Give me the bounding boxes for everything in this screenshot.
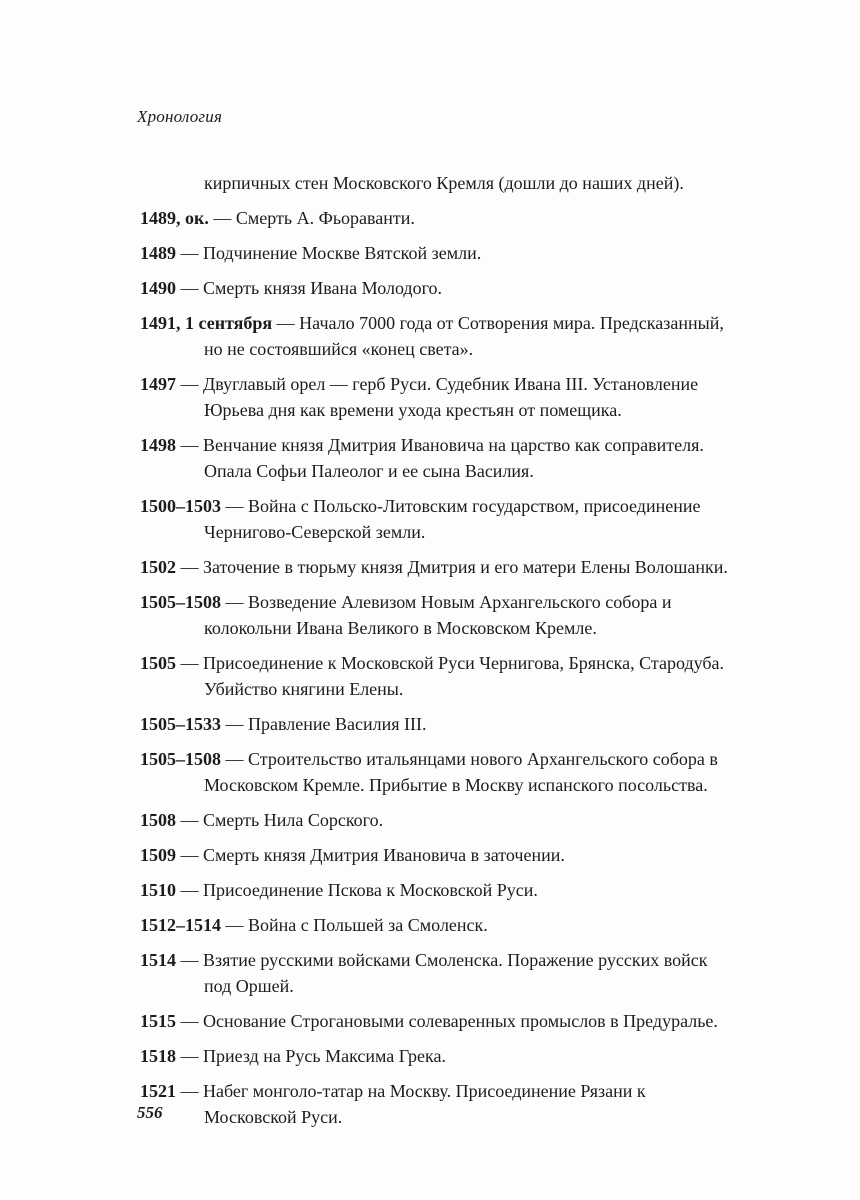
entry-text: Смерть Нила Сорского. (203, 810, 384, 830)
entry-text: Возведение Алевизом Новым Архангельского собора и колокольни Ивана Великого в Московском Кремле. (204, 592, 672, 638)
entry-year: 1489, ок. (140, 208, 209, 228)
chronology-entry (140, 493, 732, 545)
chronology-entry (140, 877, 732, 903)
entry-separator: — (176, 653, 203, 673)
entry-year: 1505 (140, 653, 176, 673)
chronology-list (140, 205, 732, 1130)
chronology-entry (140, 240, 732, 266)
entry-separator: — (176, 1081, 203, 1101)
entry-text: Набег монголо-татар на Москву. Присоединение Рязани к Московской Руси. (203, 1081, 646, 1127)
chronology-entry (140, 947, 732, 999)
entry-separator: — (176, 950, 203, 970)
entry-year: 1510 (140, 880, 176, 900)
chronology-entry (140, 310, 732, 362)
entry-separator: — (221, 915, 248, 935)
entry-text: Правление Василия III. (248, 714, 427, 734)
entry-text: Смерть князя Ивана Молодого. (203, 278, 443, 298)
chronology-entry (140, 275, 732, 301)
entry-year: 1508 (140, 810, 176, 830)
chronology-entry (140, 371, 732, 423)
entry-year: 1497 (140, 374, 176, 394)
entry-text: Присоединение Пскова к Московской Руси. (203, 880, 538, 900)
entry-year: 1505–1508 (140, 592, 221, 612)
entry-separator: — (176, 880, 203, 900)
entry-year: 1502 (140, 557, 176, 577)
chronology-entry (140, 554, 732, 580)
entry-year: 1509 (140, 845, 176, 865)
entry-year: 1491, 1 сентября (140, 313, 273, 333)
entry-text: Подчинение Москве Вятской земли. (203, 243, 482, 263)
chronology-entry (140, 1043, 732, 1069)
entry-year: 1512–1514 (140, 915, 221, 935)
entry-year: 1518 (140, 1046, 176, 1066)
entry-year: 1505–1508 (140, 749, 221, 769)
entry-text: Основание Строгановыми солеваренных промыслов в Предуралье. (203, 1011, 718, 1031)
entry-separator: — (272, 313, 300, 333)
chronology-entry (140, 912, 732, 938)
entry-year: 1490 (140, 278, 176, 298)
entry-year: 1521 (140, 1081, 176, 1101)
entry-text: Присоединение к Московской Руси Чернигова, Брянска, Стародуба. Убийство княгини Елены. (203, 653, 725, 699)
entry-separator: — (176, 1011, 203, 1031)
running-head: Хронология (137, 107, 223, 126)
entry-separator: — (221, 496, 248, 516)
chronology-entry (140, 746, 732, 798)
entry-separator: — (176, 243, 203, 263)
chronology-entry (140, 807, 732, 833)
entry-separator: — (176, 845, 203, 865)
page-number: 556 (137, 1103, 163, 1122)
entry-separator: — (208, 208, 236, 228)
chronology-entry (140, 1008, 732, 1034)
entry-text: Приезд на Русь Максима Грека. (203, 1046, 447, 1066)
entry-text: Двуглавый орел — герб Руси. Судебник Ивана III. Установление Юрьева дня как времени ухода крестьян от помещика. (203, 374, 699, 420)
entry-separator: — (176, 435, 203, 455)
chronology-entry (140, 650, 732, 702)
entry-year: 1514 (140, 950, 176, 970)
chronology-entry (140, 711, 732, 737)
entry-year: 1515 (140, 1011, 176, 1031)
chronology-entry (140, 432, 732, 484)
entry-text: Война с Польско-Литовским государством, присоединение Чернигово-Северской земли. (204, 496, 701, 542)
entry-year: 1489 (140, 243, 176, 263)
entry-separator: — (221, 592, 248, 612)
chronology-entry (140, 589, 732, 641)
chronology-entry (140, 1078, 732, 1130)
continuation-paragraph: кирпичных стен Московского Кремля (дошли до наших дней). (204, 173, 684, 193)
entry-separator: — (221, 749, 248, 769)
entry-text: Взятие русскими войсками Смоленска. Поражение русских войск под Оршей. (203, 950, 708, 996)
entry-separator: — (176, 1046, 203, 1066)
entry-text: Венчание князя Дмитрия Ивановича на царство как соправителя. Опала Софьи Палеолог и ее сына Василия. (203, 435, 704, 481)
entry-text: Строительство итальянцами нового Архангельского собора в Московском Кремле. Прибытие в Москву испанского посольства. (204, 749, 718, 795)
entry-text: Смерть князя Дмитрия Ивановича в заточении. (203, 845, 565, 865)
entry-year: 1500–1503 (140, 496, 221, 516)
chronology-content (140, 170, 732, 1139)
entry-separator: — (176, 374, 203, 394)
entry-text: Война с Польшей за Смоленск. (248, 915, 488, 935)
chronology-entry (140, 205, 732, 231)
chronology-entry (140, 842, 732, 868)
entry-separator: — (221, 714, 248, 734)
entry-text: Начало 7000 года от Сотворения мира. Предсказанный, но не состоявшийся «конец света». (204, 313, 724, 359)
entry-year: 1505–1533 (140, 714, 221, 734)
entry-separator: — (176, 557, 203, 577)
entry-text: Заточение в тюрьму князя Дмитрия и его матери Елены Волошанки. (203, 557, 728, 577)
entry-text: Смерть А. Фьораванти. (235, 208, 415, 228)
entry-separator: — (176, 278, 203, 298)
entry-separator: — (176, 810, 203, 830)
entry-year: 1498 (140, 435, 176, 455)
